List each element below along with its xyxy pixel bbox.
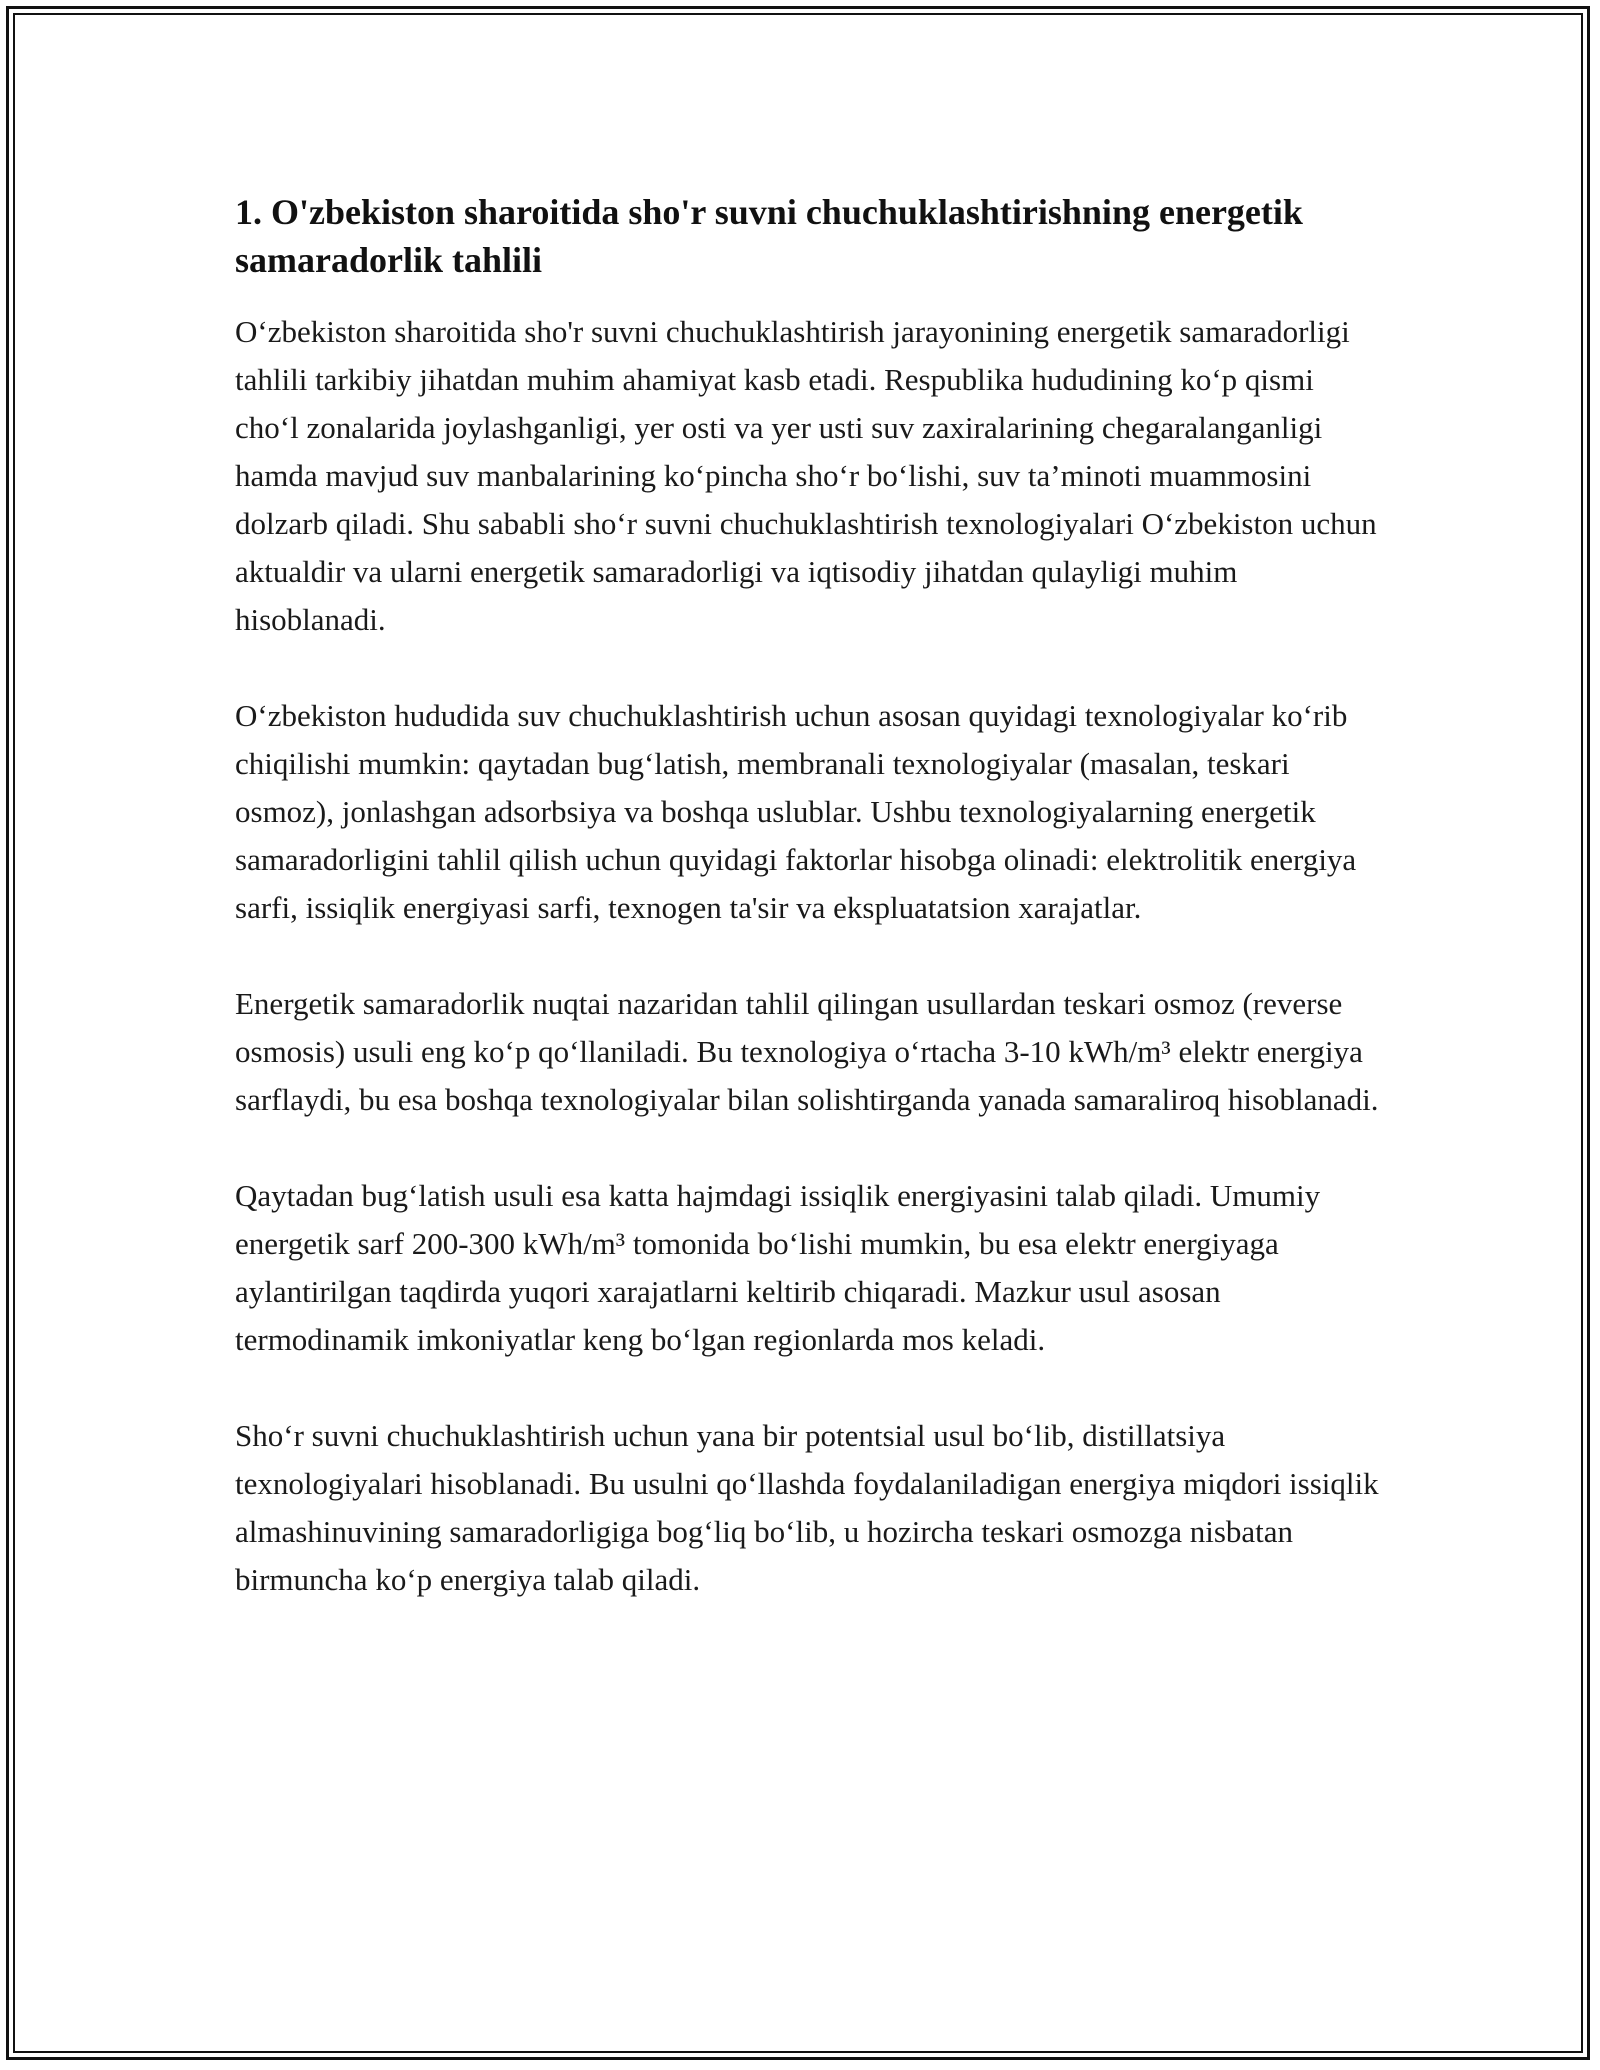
document-body: [235, 188, 1385, 1652]
paragraph-intro: O‘zbekiston sharoitida sho'r suvni chuchuklashtirish jarayonining energetik samaradorligi tahlili tarkibiy jihatdan muhim ahamiyat kasb etadi. Respublika hududining ko‘p qismi cho‘l zonalarida joylashganligi, yer osti va yer usti suv zaxiralarining chegaralanganligi hamda mavjud suv manbalarining ko‘pincha sho‘r bo‘lishi, suv ta’minoti muammosini dolzarb qiladi. Shu sababli sho‘r suvni chuchuklashtirish texnologiyalari O‘zbekiston uchun aktualdir va ularni energetik samaradorligi va iqtisodiy jihatdan qulayligi muhim hisoblanadi.: [235, 314, 1377, 637]
paragraph-evaporation: Qaytadan bug‘latish usuli esa katta hajmdagi issiqlik energiyasini talab qiladi. Umumiy energetik sarf 200-300 kWh/m³ tomonida bo‘lishi mumkin, bu esa elektr energiyaga aylantirilgan taqdirda yuqori xarajatlarni keltirib chiqaradi. Mazkur usul asosan termodinamik imkoniyatlar keng bo‘lgan regionlarda mos keladi.: [235, 1178, 1321, 1357]
paragraph-reverse-osmosis: Energetik samaradorlik nuqtai nazaridan tahlil qilingan usullardan teskari osmoz (reverse osmosis) usuli eng ko‘p qo‘llaniladi. Bu texnologiya o‘rtacha 3-10 kWh/m³ elektr energiya sarflaydi, bu esa boshqa texnologiyalar bilan solishtirganda yanada samaraliroq hisoblanadi.: [235, 986, 1379, 1117]
paragraph-technologies: O‘zbekiston hududida suv chuchuklashtirish uchun asosan quyidagi texnologiyalar ko‘rib chiqilishi mumkin: qaytadan bug‘latish, membranali texnologiyalar (masalan, teskari osmoz), jonlashgan adsorbsiya va boshqa uslublar. Ushbu texnologiyalarning energetik samaradorligini tahlil qilish uchun quyidagi faktorlar hisobga olinadi: elektrolitik energiya sarfi, issiqlik energiyasi sarfi, texnogen ta'sir va ekspluatatsion xarajatlar.: [235, 698, 1357, 925]
section-title: 1. O'zbekiston sharoitida sho'r suvni chuchuklashtirishning energetik samaradorlik tahlili: [235, 192, 1303, 280]
paragraph-distillation: Sho‘r suvni chuchuklashtirish uchun yana bir potentsial usul bo‘lib, distillatsiya texnologiyalari hisoblanadi. Bu usulni qo‘llashda foydalaniladigan energiya miqdori issiqlik almashinuvining samaradorligiga bog‘liq bo‘lib, u hozircha teskari osmozga nisbatan birmuncha ko‘p energiya talab qiladi.: [235, 1418, 1379, 1597]
